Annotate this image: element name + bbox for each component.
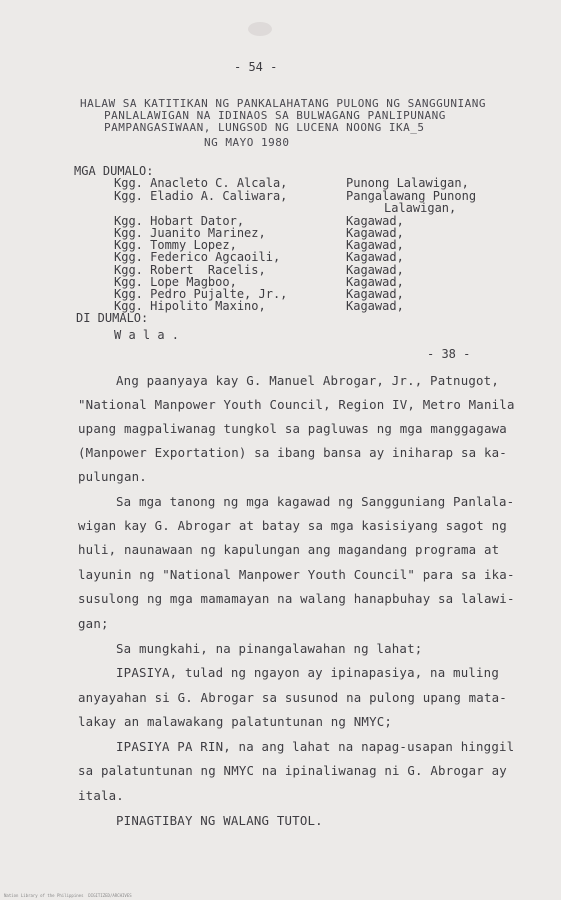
- body-line: Sa mga tanong ng mga kagawad ng Sangguniang Panlala-: [116, 494, 515, 509]
- header-line: NG MAYO 1980: [204, 136, 290, 149]
- body-line: "National Manpower Youth Council, Region IV, Metro Manila: [78, 397, 515, 412]
- body-line: pulungan.: [78, 469, 147, 484]
- attendee-position: Kagawad,: [346, 299, 404, 313]
- body-line: itala.: [78, 788, 124, 803]
- body-line: huli, naunawaan ng kapulungan ang magandang programa at: [78, 542, 500, 557]
- page-number: - 54 -: [234, 60, 278, 74]
- header-line: HALAW SA KATITIKAN NG PANKALAHATANG PULONG NG SANGGUNIANG: [80, 97, 486, 110]
- attendee-name: Kgg. Anacleto C. Alcala,: [114, 176, 288, 190]
- attendee-position: Kagawad,: [346, 275, 404, 289]
- header-line: PANLALAWIGAN NA IDINAOS SA BULWAGANG PANLIPUNANG: [104, 109, 446, 122]
- attendee-position: Punong Lalawigan,: [346, 176, 469, 190]
- attendee-name: Kgg. Robert Racelis,: [114, 263, 266, 277]
- attendee-position: Kagawad,: [346, 238, 404, 252]
- body-line: susulong ng mga mamamayan na walang hanapbuhay sa lalawi-: [78, 591, 515, 606]
- body-line: wigan kay G. Abrogar at batay sa mga kasisiyang sagot ng: [78, 518, 507, 533]
- ink-smudge: [248, 22, 272, 36]
- body-line: anyayahan si G. Abrogar sa susunod na pulong upang mata-: [78, 690, 507, 705]
- attendee-position: Kagawad,: [346, 214, 404, 228]
- body-line: PINAGTIBAY NG WALANG TUTOL.: [116, 813, 323, 828]
- body-line: Ang paanyaya kay G. Manuel Abrogar, Jr., Patnugot,: [116, 373, 499, 388]
- body-line: sa palatuntunan ng NMYC na ipinaliwanag ni G. Abrogar ay: [78, 763, 507, 778]
- absent-label: DI DUMALO:: [76, 311, 149, 325]
- body-line: upang magpaliwanag tungkol sa pagluwas ng mga manggagawa: [78, 421, 507, 436]
- body-line: layunin ng "National Manpower Youth Council" para sa ika-: [78, 567, 515, 582]
- attendee-name: Kgg. Hobart Dator,: [114, 214, 245, 228]
- attendee-position: Lalawigan,: [384, 201, 457, 215]
- attendee-name: Kgg. Pedro Pujalte, Jr.,: [114, 287, 288, 301]
- header-line: PAMPANGASIWAAN, LUNGSOD NG LUCENA NOONG IKA_5: [104, 121, 425, 134]
- attendee-position: Kagawad,: [346, 287, 404, 301]
- body-line: (Manpower Exportation) sa ibang bansa ay iniharap sa ka-: [78, 445, 507, 460]
- body-line: Sa mungkahi, na pinangalawahan ng lahat;: [116, 641, 423, 656]
- present-label: MGA DUMALO:: [74, 164, 154, 178]
- attendee-name: Kgg. Federico Agcaoili,: [114, 250, 281, 264]
- body-line: IPASIYA PA RIN, na ang lahat na napag-usapan hinggil: [116, 739, 515, 754]
- body-line: IPASIYA, tulad ng ngayon ay ipinapasiya, na muling: [116, 665, 499, 680]
- attendee-position: Kagawad,: [346, 250, 404, 264]
- attendee-name: Kgg. Hipolito Maxino,: [114, 299, 266, 313]
- archive-footer: Nation Library of the Philippines DIGITIZED/ARCHIVES: [4, 893, 132, 898]
- attendee-position: Pangalawang Punong: [346, 189, 477, 203]
- attendee-name: Kgg. Lope Magboo,: [114, 275, 237, 289]
- attendee-name: Kgg. Juanito Marinez,: [114, 226, 266, 240]
- absent-value: W a l a .: [114, 328, 180, 342]
- item-number: - 38 -: [427, 347, 471, 361]
- body-line: lakay an malawakang palatuntunan ng NMYC;: [78, 714, 393, 729]
- attendee-position: Kagawad,: [346, 226, 404, 240]
- attendee-position: Kagawad,: [346, 263, 404, 277]
- attendee-name: Kgg. Eladio A. Caliwara,: [114, 189, 288, 203]
- body-line: gan;: [78, 616, 109, 631]
- attendee-name: Kgg. Tommy Lopez,: [114, 238, 237, 252]
